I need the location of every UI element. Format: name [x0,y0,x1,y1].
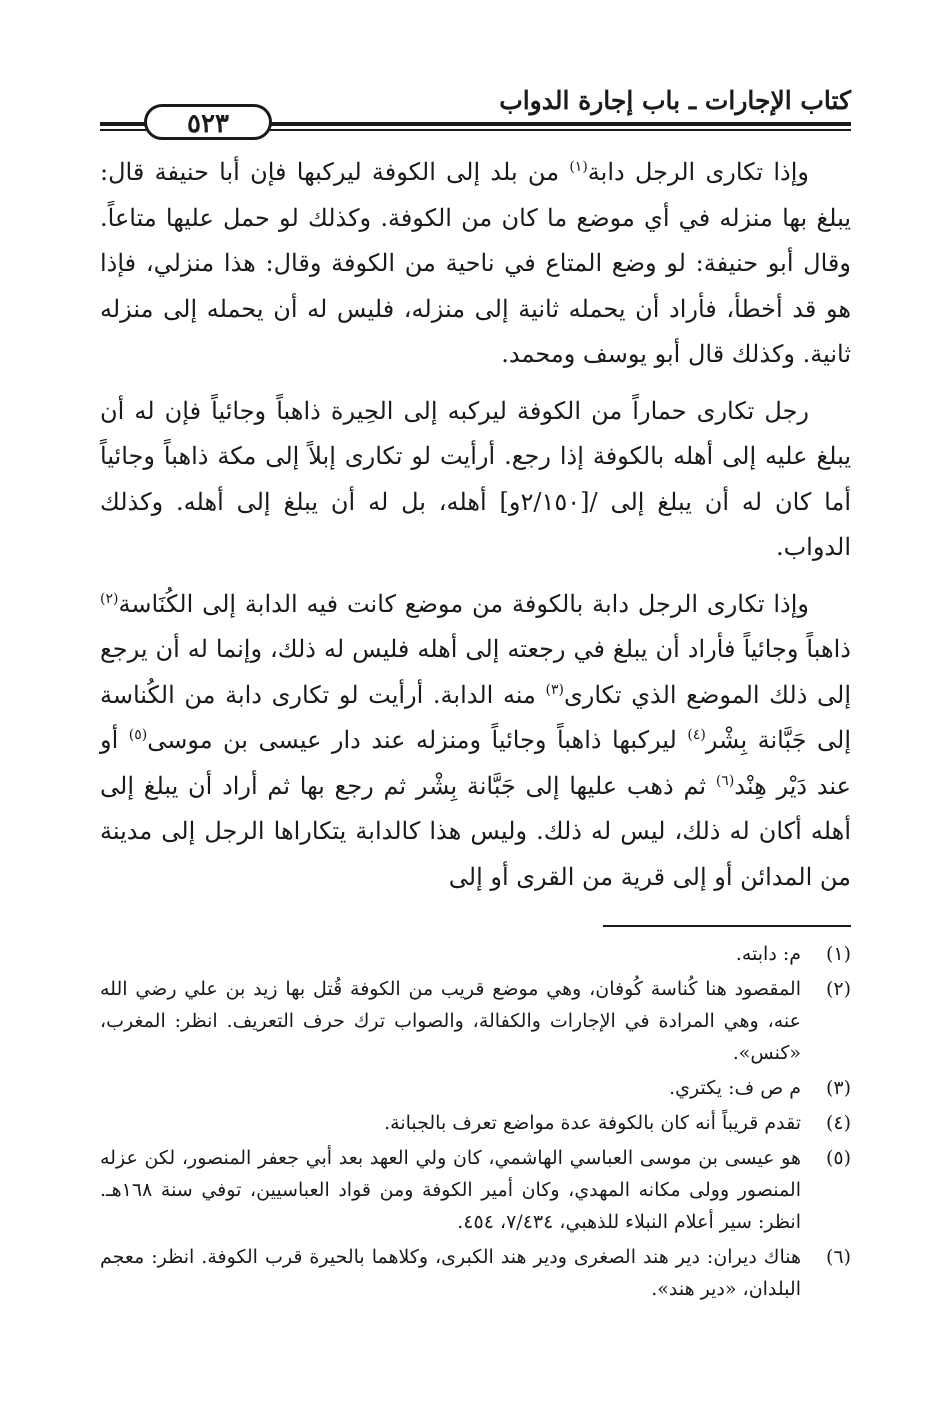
paragraph-1 [100,150,851,378]
footnote-number: (٣) [825,1077,851,1099]
footnote-ref-6: (٦) [715,772,735,789]
paragraph-3-text-e: أو عند دَيْر هِنْد [100,726,851,800]
chapter-title: كتاب الإجارات ـ باب إجارة الدواب [499,86,851,115]
footnote-ref-4: (٤) [687,727,706,743]
footnote-separator [603,925,851,927]
footnote-3 [100,1072,851,1104]
footnote-text: م: دابته. [735,943,801,965]
footnote-ref-5: (٥) [128,727,148,743]
main-text [100,150,851,911]
footnote-2 [100,973,851,1069]
footnotes [100,938,851,1308]
footnote-6 [100,1241,851,1305]
footnote-number: (٢) [825,978,851,1000]
running-header [100,84,851,139]
footnote-text: م ص ف: يكتري. [669,1077,801,1099]
footnote-text: تقدم قريباً أنه كان بالكوفة عدة مواضع تعرف بالجبانة. [384,1112,801,1134]
footnote-4 [100,1107,851,1139]
footnote-number: (٤) [825,1112,851,1134]
paragraph-1-text-a: وإذا تكارى الرجل دابة [587,158,809,186]
page-number: ٥٢٣ [144,104,272,140]
footnote-text: المقصود هنا كُناسة كُوفان، وهي موضع قريب من الكوفة قُتل بها زيد بن علي رضي الله عنه، وهي المرادة في الإجارات والكفالة، والصواب ترك حرف التعريف. انظر: المغرب، «كنس». [100,978,801,1064]
footnote-text: هو عيسى بن موسى العباسي الهاشمي، كان ولي العهد بعد أبي جعفر المنصور، لكن عزله المنصور وولى مكانه المهدي، وكان أمير الكوفة ومن قواد العباسيين، توفي سنة ١٦٨هـ. انظر: سير أعلام النبلاء للذهبي، ٧/٤٣٤، ٤٥٤. [100,1147,801,1233]
footnote-number: (٥) [825,1147,851,1169]
paragraph-3 [100,582,851,901]
paragraph-3-text-c: منه الدابة. أرأيت لو تكارى دابة من الكُناسة إلى جَبَّانة بِشْر [100,680,852,754]
footnote-text: هناك ديران: دير هند الصغرى ودير هند الكبرى، وكلاهما بالحيرة قرب الكوفة. انظر: معجم البلدان، «دير هند». [100,1246,801,1300]
paragraph-3-text-b: ذاهباً وجائياً فأراد أن يبلغ في رجعته إلى أهله فليس له ذلك، وإنما له أن يرجع إلى ذلك الموضع الذي تكارى [100,635,851,709]
paragraph-3-text-a: وإذا تكارى الرجل دابة بالكوفة من موضع كانت فيه الدابة إلى الكُنَاسة [118,589,809,618]
footnote-ref-2: (٢) [100,590,119,607]
paragraph-3-text-f: ثم ذهب عليها إلى جَبَّانة بِشْر ثم رجع بها ثم أراد أن يبلغ إلى أهله أكان له ذلك، ليس له ذلك. وليس هذا كالدابة يتكاراها الرجل إلى مدينة من المدائن أو إلى قرية من القرى أو إلى [100,771,851,891]
footnote-5 [100,1142,851,1238]
paragraph-2: رجل تكارى حماراً من الكوفة ليركبه إلى الحِيرة ذاهباً وجائياً فإن له أن يبلغ عليه إلى أهله بالكوفة إذا رجع. أرأيت لو تكارى إبلاً إلى مكة ذاهباً وجائياً أما كان له أن يبلغ إلى /[٢/١٥٠و] أهله، بل له أن يبلغ إلى أهله. وكذلك الدواب. [100,396,851,561]
paragraph-3-text-d: ليركبها ذاهباً وجائياً ومنزله عند دار عيسى بن موسى [147,726,688,754]
footnote-number: (٦) [825,1246,851,1268]
footnote-1 [100,938,851,970]
footnote-ref-1: (١) [569,159,588,175]
footnote-ref-3: (٣) [545,681,564,698]
paragraph-1-text-b: من بلد إلى الكوفة ليركبها فإن أبا حنيفة قال: يبلغ بها منزله في أي موضع ما كان من الكوفة. وكذلك لو حمل عليها متاعاً. وقال أبو حنيفة: لو وضع المتاع في ناحية من الكوفة وقال: هذا منزلي، فإذا هو قد أخطأ، فأراد أن يحمله ثانية إلى منزله، فليس له أن يحمله إلى منزله ثانية. وكذلك قال أبو يوسف ومحمد. [100,158,851,368]
footnote-number: (١) [825,943,851,965]
